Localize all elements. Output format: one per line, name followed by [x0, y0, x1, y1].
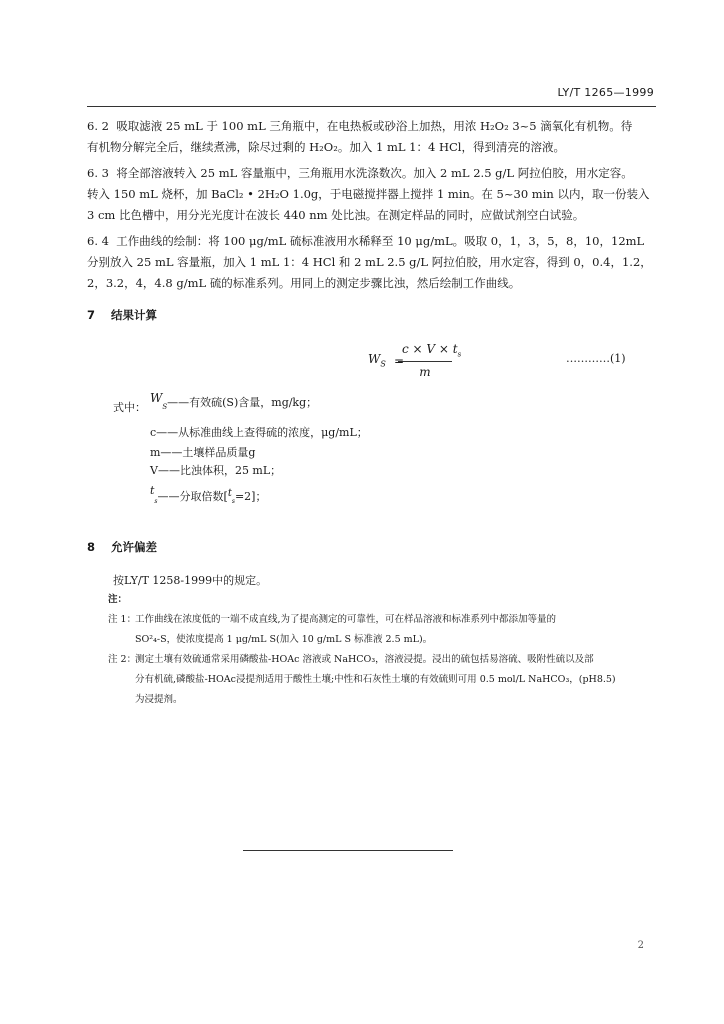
clause-text: 将全部溶液转入 25 mL 容量瓶中，三角瓶用水洗涤数次。加入 2 mL 2.5 g/L 阿拉伯胶，用水定容。: [116, 166, 633, 180]
fraction-bar: [398, 361, 452, 362]
paragraph-6-2: [87, 116, 657, 158]
section-8-heading: [87, 539, 157, 555]
clause-text: 转入 150 mL 烧杯，加 BaCl₂ • 2H₂O 1.0g，于电磁搅拌器上搅拌 1 min。在 5~30 min 以内，取一份装入: [87, 187, 650, 201]
clause-text: 工作曲线的绘制：将 100 μg/mL 硫标准液用水稀释至 10 μg/mL。吸取 0，1，3，5，8，10，12mL: [116, 234, 645, 248]
ts-description: ——分取倍数[: [157, 490, 228, 503]
clause-number: 6. 2: [87, 119, 109, 133]
ts-inline-subscript: s: [231, 498, 235, 506]
note-2: [135, 650, 616, 710]
where-v: V——比浊体积，25 mL；: [150, 464, 282, 477]
end-of-standard-rule: [243, 850, 453, 851]
where-m: m——土壤样品质量g: [150, 446, 256, 459]
where-ws: [150, 391, 318, 412]
standard-code-header: LY/T 1265—1999: [557, 86, 654, 99]
ts-subscript: s: [154, 498, 158, 506]
section-7-heading: [87, 307, 157, 323]
note-text: 分有机硫,磷酸盐-HOAc浸提剂适用于酸性土壤;中性和石灰性土壤的有效硫则可用 0.5 mol/L NaHCO₃，(pH8.5): [135, 674, 616, 685]
header-rule: [87, 106, 656, 107]
formula-numerator: [402, 342, 462, 359]
equation-number: …………(1): [566, 352, 626, 365]
formula-subscript: S: [380, 359, 386, 369]
tolerance-text: 按LY/T 1258-1999中的规定。: [113, 574, 268, 587]
where-label: 式中：: [113, 401, 146, 414]
clause-text: 2，3.2，4，4.8 g/mL 硫的标准系列。用同上的测定步骤比浊，然后绘制工作曲线。: [87, 276, 521, 290]
note-text: 测定土壤有效硫通常采用磷酸盐-HOAc 溶液或 NaHCO₃，溶液浸提。浸出的硫包括易溶硫、吸附性硫以及部: [135, 654, 594, 665]
notes-label: 注：: [108, 594, 128, 605]
clause-number: 6. 3: [87, 166, 109, 180]
ws-subscript: S: [162, 403, 168, 412]
page-number: 2: [637, 940, 644, 951]
section-number: 7: [87, 308, 96, 322]
ts-value: =2]；: [234, 490, 267, 503]
note-text: SO²₄-S，使浓度提高 1 μg/mL S(加入 10 g/mL S 标准液 2.5 mL)。: [135, 634, 433, 645]
clause-text: 3 cm 比色槽中，用分光光度计在波长 440 nm 处比浊。在测定样品的同时，应做试剂空白试验。: [87, 208, 585, 222]
ts-inline-symbol: t: [227, 488, 232, 499]
formula-symbol: W: [368, 352, 381, 366]
note-text: 为浸提剂。: [135, 694, 183, 705]
section-number: 8: [87, 540, 96, 554]
where-ts: [150, 484, 267, 506]
numerator-text: c × V × t: [402, 342, 458, 356]
formula-lhs: [368, 352, 386, 368]
clause-number: 6. 4: [87, 234, 109, 248]
ts-symbol: t: [150, 484, 155, 497]
paragraph-6-3: [87, 163, 657, 226]
note-2-label: 注 2：: [108, 654, 137, 665]
ws-description: ——有效硫(S)含量，mg/kg；: [167, 396, 318, 409]
note-1: [135, 610, 556, 650]
section-title: 结果计算: [111, 308, 158, 322]
clause-text: 有机物分解完全后，继续煮沸，除尽过剩的 H₂O₂。加入 1 mL 1：4 HCl，得到清亮的溶液。: [87, 140, 565, 154]
note-1-label: 注 1：: [108, 614, 137, 625]
formula-equals: =: [394, 354, 405, 368]
formula-denominator: m: [419, 365, 431, 379]
note-text: 工作曲线在浓度低的一端不成直线,为了提高测定的可靠性，可在样品溶液和标准系列中都添加等量的: [135, 614, 557, 625]
clause-text: 吸取滤液 25 mL 于 100 mL 三角瓶中，在电热板或砂浴上加热，用浓 H₂O₂ 3~5 滴氧化有机物。待: [116, 119, 633, 133]
ws-symbol: W: [150, 391, 163, 405]
numerator-subscript: s: [457, 350, 462, 359]
where-c: c——从标准曲线上查得硫的浓度，μg/mL；: [150, 426, 368, 439]
section-title: 允许偏差: [111, 540, 158, 554]
clause-text: 分别放入 25 mL 容量瓶，加入 1 mL 1：4 HCl 和 2 mL 2.5 g/L 阿拉伯胶，用水定容，得到 0，0.4，1.2，: [87, 255, 652, 269]
paragraph-6-4: [87, 231, 657, 294]
